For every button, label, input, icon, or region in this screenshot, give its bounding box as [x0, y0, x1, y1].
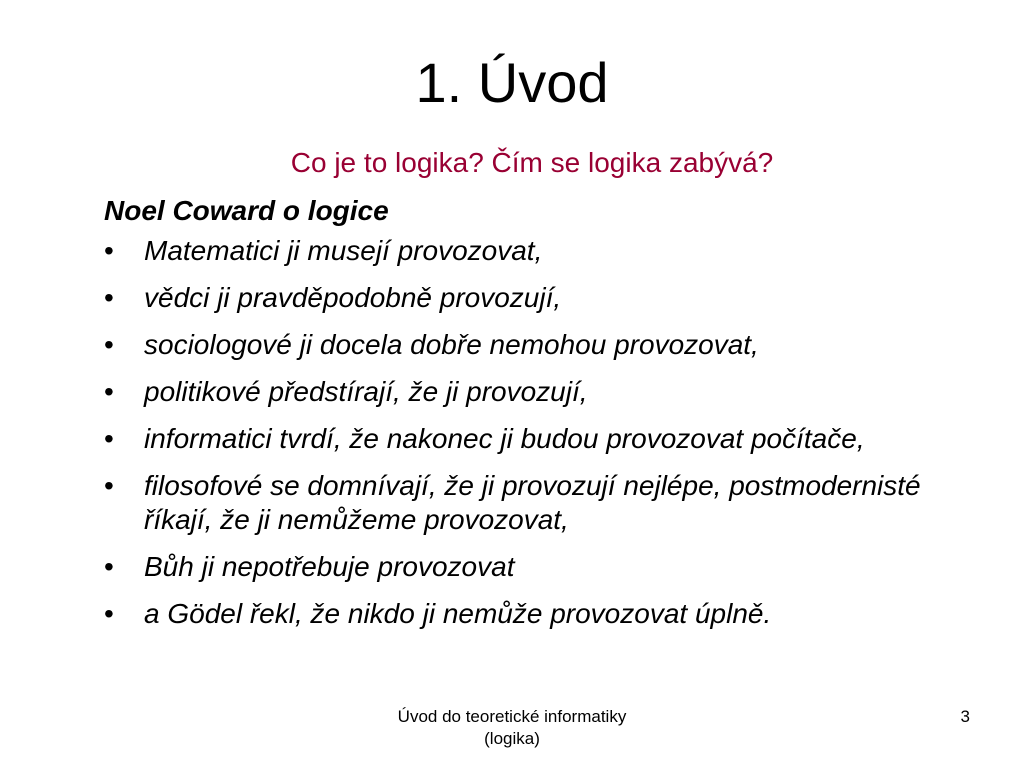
bullet-icon: •	[104, 423, 114, 454]
bullet-item	[104, 328, 984, 362]
content-heading: Noel Coward o logice	[104, 195, 389, 226]
bullet-text: politikové předstírají, že ji provozují,	[144, 376, 588, 407]
bullet-item	[104, 281, 984, 315]
bullet-item	[104, 550, 984, 584]
bullet-item	[104, 422, 984, 456]
bullet-text: Matematici ji musejí provozovat,	[144, 235, 543, 266]
slide-footer	[362, 706, 662, 750]
bullet-icon: •	[104, 470, 114, 501]
bullet-text: vědci ji pravděpodobně provozují,	[144, 282, 562, 313]
bullet-icon: •	[104, 282, 114, 313]
bullet-text: informatici tvrdí, že nakonec ji budou provozovat počítače,	[144, 423, 865, 454]
bullet-icon: •	[104, 235, 114, 266]
bullet-icon: •	[104, 329, 114, 360]
page-number: 3	[960, 707, 970, 726]
bullet-text: a Gödel řekl, že nikdo ji nemůže provozovat úplně.	[144, 598, 772, 629]
bullet-icon: •	[104, 551, 114, 582]
bullet-item	[104, 469, 984, 537]
bullet-item	[104, 597, 984, 631]
bullet-text: filosofové se domnívají, že ji provozují nejlépe, postmodernisté říkají, že ji nemůžeme provozovat,	[144, 470, 921, 535]
bullet-list	[104, 234, 984, 631]
footer-line-1: Úvod do teoretické informatiky	[397, 707, 627, 726]
bullet-text: Bůh ji nepotřebuje provozovat	[144, 551, 515, 582]
footer-line-2: (logika)	[484, 729, 540, 748]
bullet-item	[104, 234, 984, 268]
slide-title: 1. Úvod	[415, 51, 609, 114]
bullet-text: sociologové ji docela dobře nemohou provozovat,	[144, 329, 759, 360]
slide-content	[104, 190, 984, 644]
slide-subtitle: Co je to logika? Čím se logika zabývá?	[290, 147, 774, 178]
bullet-icon: •	[104, 376, 114, 407]
bullet-item	[104, 375, 984, 409]
bullet-icon: •	[104, 598, 114, 629]
